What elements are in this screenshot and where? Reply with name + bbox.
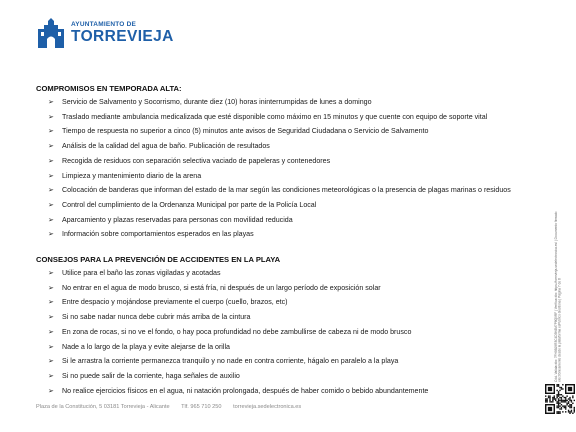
list-item-text: No realice ejercicios físicos en el agua, ni natación prolongada, después de haber comido o bebido abundantemente: [62, 386, 429, 395]
arrow-right-icon: ➢: [48, 372, 54, 380]
header-logo: [36, 17, 174, 49]
arrow-right-icon: ➢: [48, 143, 54, 151]
list-item: [48, 201, 548, 210]
list-item: [48, 186, 548, 195]
list-item: [48, 172, 548, 181]
list-item-text: Si no puede salir de la corriente, haga señales de auxilio: [62, 371, 240, 380]
logo-text: [71, 22, 174, 45]
tower-logo-icon: [36, 17, 66, 49]
list-item: [48, 387, 548, 396]
footer-website[interactable]: torrevieja.sedelectronica.es: [233, 404, 302, 410]
list-item-text: Limpieza y mantenimiento diario de la arena: [62, 171, 202, 180]
list-item: [48, 328, 548, 337]
arrow-right-icon: ➢: [48, 270, 54, 277]
logo-subtitle: AYUNTAMIENTO DE: [71, 20, 136, 28]
arrow-right-icon: ➢: [48, 314, 54, 322]
list-item: [48, 216, 548, 225]
list-item: [48, 357, 548, 366]
list-item-text: Si le arrastra la corriente permanezca tranquilo y no nade en contra corriente, hágalo en paralelo a la playa: [62, 357, 399, 366]
list-item-text: Servicio de Salvamento y Socorrismo, durante diez (10) horas ininterrumpidas de lunes a domingo: [62, 98, 372, 106]
arrow-right-icon: ➢: [48, 358, 54, 366]
arrow-right-icon: ➢: [48, 343, 54, 351]
list-item-text: No entrar en el agua de modo brusco, si está fría, ni después de un largo período de exposición solar: [62, 283, 381, 292]
logo-title: TORREVIEJA: [71, 28, 174, 45]
list-item: [48, 372, 548, 381]
footer-phone: Tlf. 965 710 250: [181, 404, 222, 410]
section-title-compromisos: COMPROMISOS EN TEMPORADA ALTA:: [36, 84, 182, 93]
list-item: [48, 313, 548, 322]
list-item-text: Recogida de residuos con separación selectiva vaciado de papeleras y contenedores: [62, 156, 331, 165]
list-item-text: Traslado mediante ambulancia medicalizada que esté disponible como máximo en 15 minutos y que cuente con equipo de soporte vital: [62, 112, 488, 121]
list-item-text: Utilice para el baño las zonas vigiladas y acotadas: [62, 269, 221, 277]
arrow-right-icon: ➢: [48, 128, 54, 136]
arrow-right-icon: ➢: [48, 99, 54, 106]
footer-address: Plaza de la Constitución, 5 03181 Torrevieja - Alicante: [36, 404, 170, 410]
list-item: [48, 142, 548, 151]
list-item-text: En zona de rocas, si no ve el fondo, o hay poca profundidad no debe zambullirse de cabeza ni de modo brusco: [62, 327, 412, 336]
list-item: [48, 343, 548, 352]
list-item-text: Tiempo de respuesta no superior a cinco (5) minutos ante avisos de Seguridad Ciudadana o Servicio de Salvamento: [62, 127, 429, 136]
list-item-text: Entre despacio y mojándose previamente el cuerpo (cuello, brazos, etc): [62, 298, 288, 307]
arrow-right-icon: ➢: [48, 201, 54, 209]
list-item: [48, 157, 548, 166]
arrow-right-icon: ➢: [48, 113, 54, 121]
list-item-text: Si no sabe nadar nunca debe cubrir más arriba de la cintura: [62, 313, 251, 322]
list-item: [48, 284, 548, 293]
arrow-right-icon: ➢: [48, 328, 54, 336]
list-item-text: Colocación de banderas que informan del estado de la mar según las condiciones meteorológicas o la presencia de plagas marinas o residuos: [62, 186, 511, 195]
compromisos-list: [48, 98, 548, 245]
list-item: [48, 230, 548, 239]
consejos-list: [48, 269, 548, 401]
list-item: [48, 113, 548, 122]
validation-side-text: Cód. Validación: 7FH9BJ9R3C4D5K6M7P8Q9RF | Verificación: https://torrevieja.sedelectronica.es/ | Documento firmado electrónicamente desde la plataforma esPublico Gestiona | Página 7 de 8: [554, 211, 562, 382]
list-item-text: Análisis de la calidad del agua de baño. Publicación de resultados: [62, 142, 270, 151]
list-item: [48, 298, 548, 307]
section-title-consejos: CONSEJOS PARA LA PREVENCIÓN DE ACCIDENTES EN LA PLAYA: [36, 255, 281, 264]
list-item: [48, 269, 548, 278]
arrow-right-icon: ➢: [48, 231, 54, 239]
list-item-text: Información sobre comportamientos esperados en las playas: [62, 230, 254, 239]
arrow-right-icon: ➢: [48, 157, 54, 165]
arrow-right-icon: ➢: [48, 187, 54, 195]
list-item-text: Nade a lo largo de la playa y evite alejarse de la orilla: [62, 342, 230, 351]
list-item-text: Control del cumplimiento de la Ordenanza Municipal por parte de la Policía Local: [62, 200, 317, 209]
arrow-right-icon: ➢: [48, 387, 54, 395]
list-item: [48, 98, 548, 107]
arrow-right-icon: ➢: [48, 172, 54, 180]
qr-code-icon: [545, 384, 575, 414]
list-item: [48, 127, 548, 136]
arrow-right-icon: ➢: [48, 299, 54, 307]
footer: [36, 404, 311, 410]
arrow-right-icon: ➢: [48, 216, 54, 224]
arrow-right-icon: ➢: [48, 284, 54, 292]
list-item-text: Aparcamiento y plazas reservadas para personas con movilidad reducida: [62, 215, 293, 224]
